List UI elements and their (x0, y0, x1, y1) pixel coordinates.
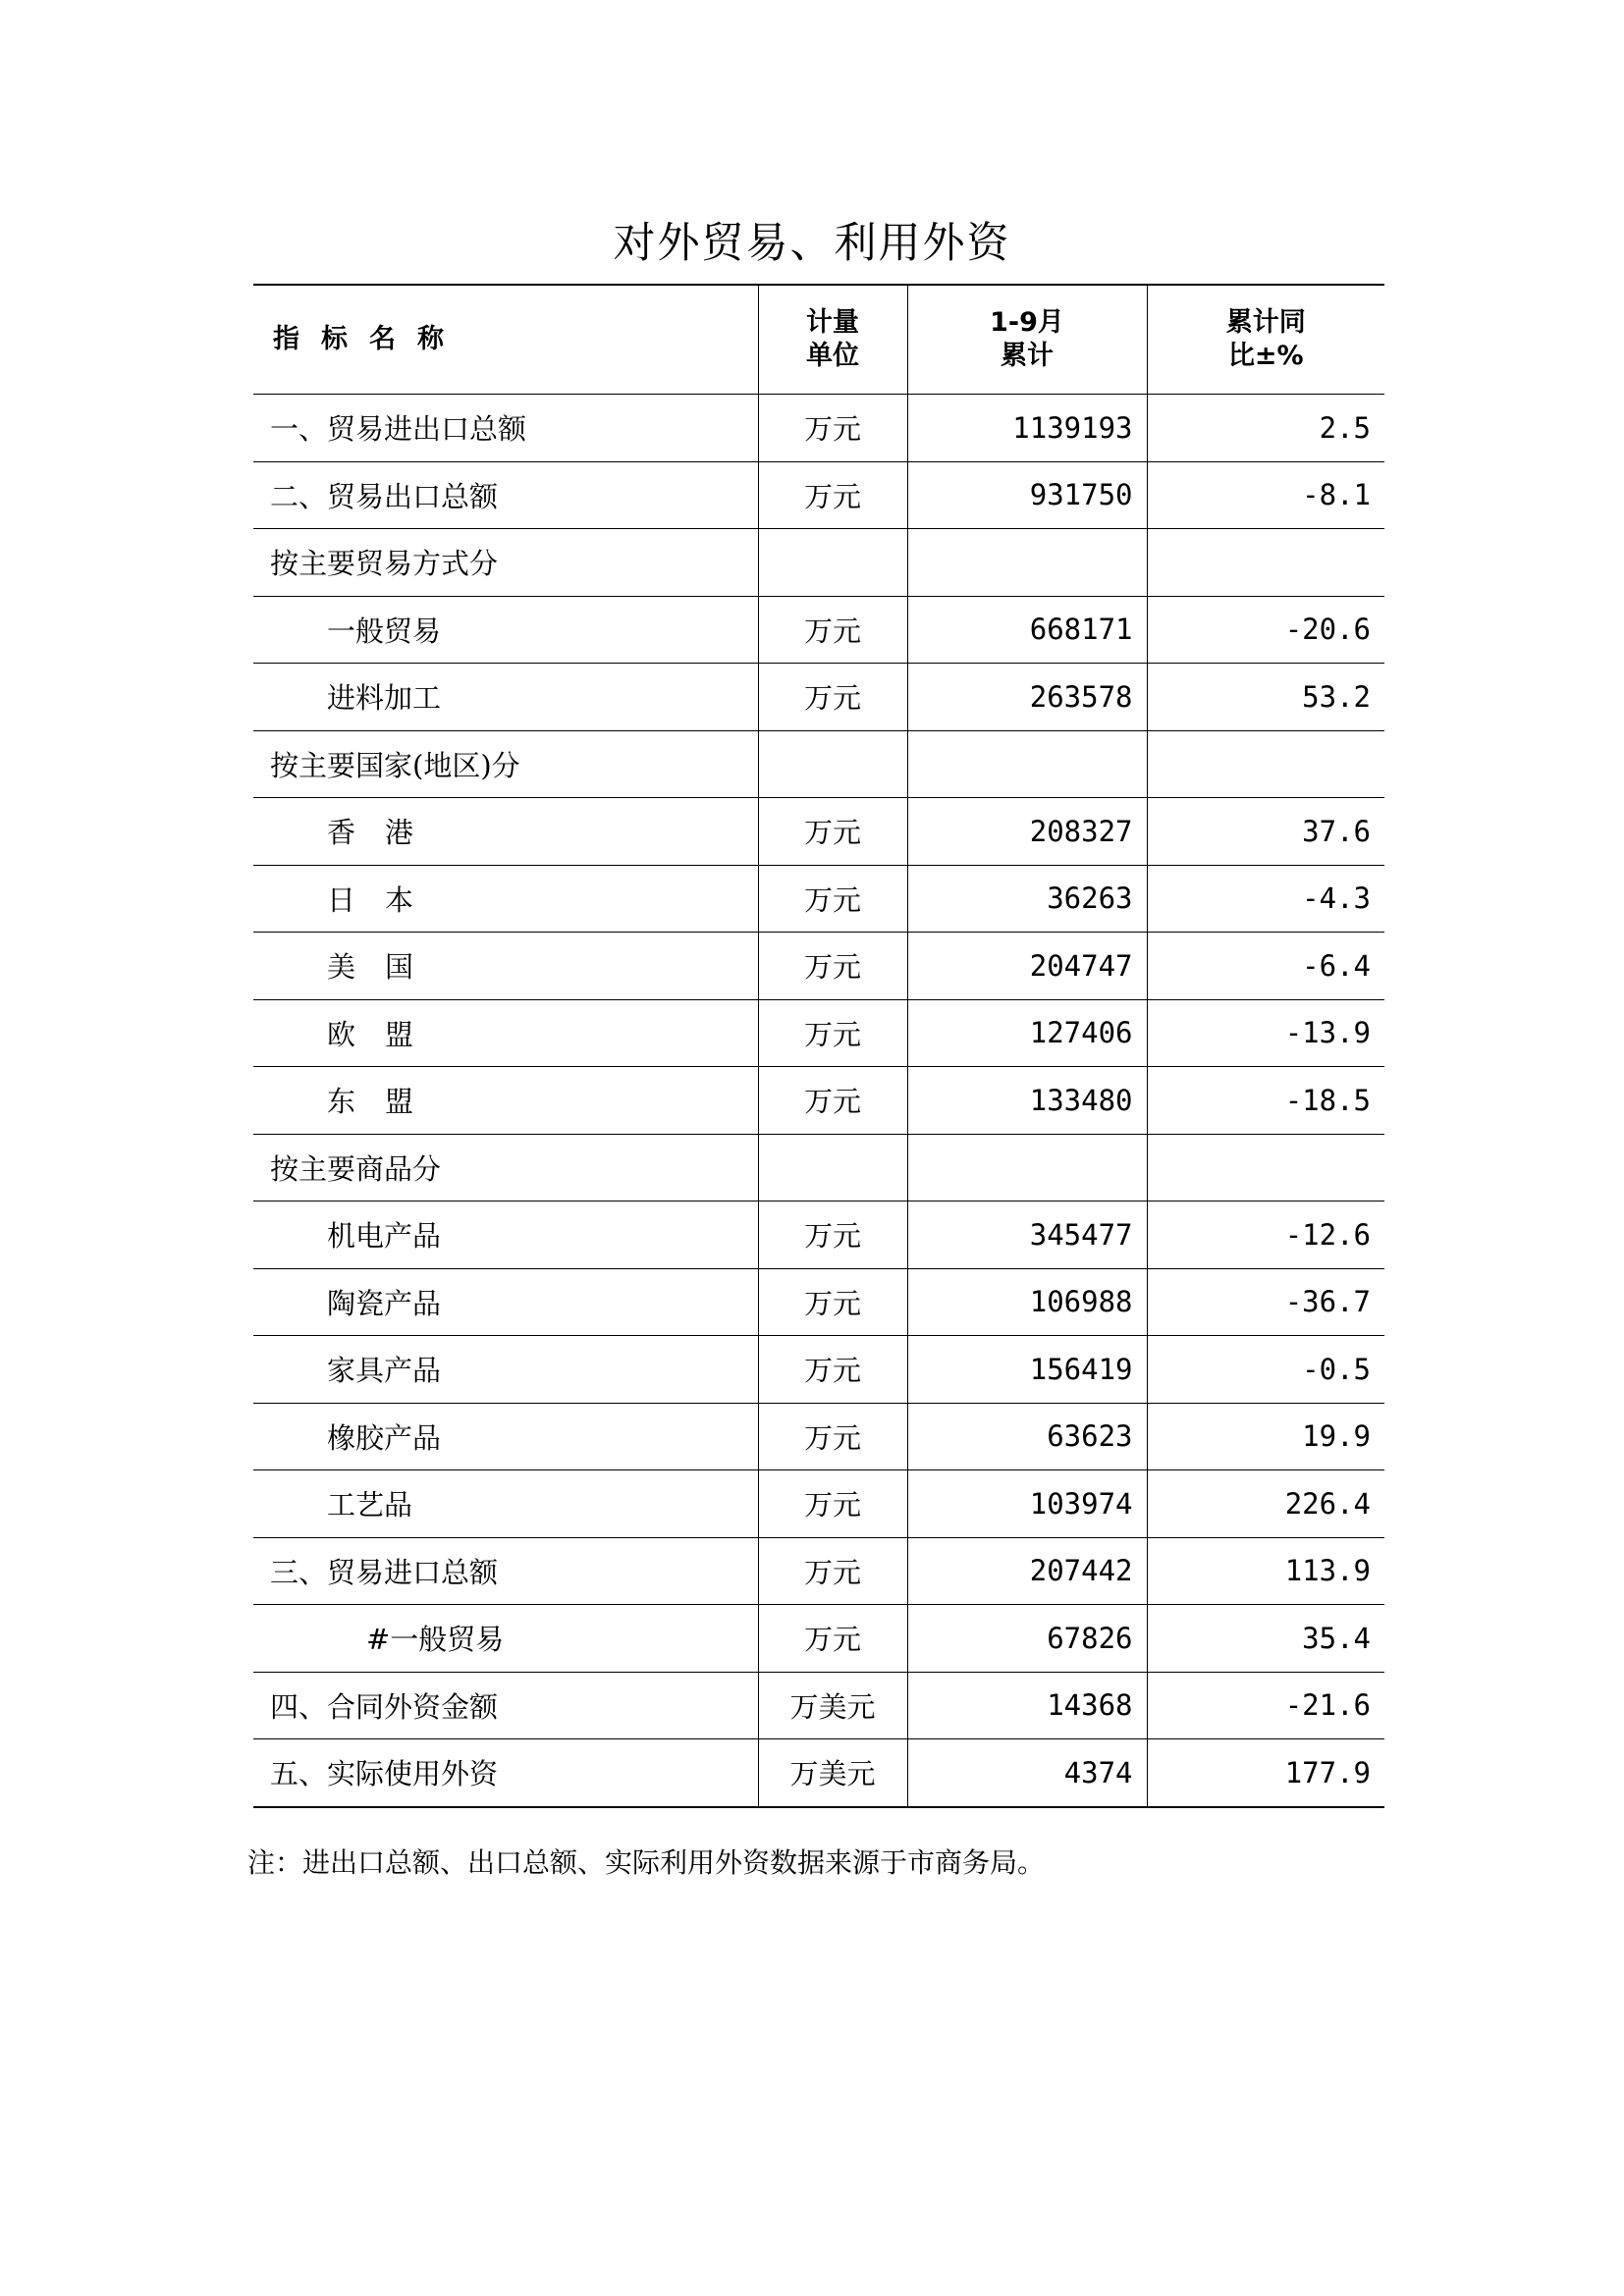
table-row (253, 461, 1384, 529)
row-unit: 万美元 (758, 1672, 907, 1739)
table-row (253, 529, 1384, 597)
row-name: 三、贸易进口总额 (253, 1537, 758, 1605)
row-unit (758, 730, 907, 798)
row-change: 113.9 (1147, 1537, 1384, 1605)
row-value: 67826 (907, 1605, 1147, 1673)
row-change: -18.5 (1147, 1067, 1384, 1135)
table-row (253, 1134, 1384, 1201)
row-unit: 万元 (758, 1605, 907, 1673)
row-value: 133480 (907, 1067, 1147, 1135)
row-change: 35.4 (1147, 1605, 1384, 1673)
row-change: -8.1 (1147, 461, 1384, 529)
table-row (253, 798, 1384, 866)
row-value: 4374 (907, 1739, 1147, 1807)
row-change: -36.7 (1147, 1268, 1384, 1336)
row-change: -6.4 (1147, 933, 1384, 1000)
table-row (253, 1268, 1384, 1336)
row-name: 橡胶产品 (253, 1403, 758, 1470)
row-value: 345477 (907, 1201, 1147, 1269)
row-name: 进料加工 (253, 664, 758, 731)
row-unit: 万元 (758, 865, 907, 933)
row-value: 63623 (907, 1403, 1147, 1470)
header-indicator-name: 指标名称 (253, 285, 758, 395)
row-value: 1139193 (907, 395, 1147, 462)
row-value: 36263 (907, 865, 1147, 933)
header-period-line2: 累计 (1001, 341, 1054, 371)
table-row (253, 1672, 1384, 1739)
row-value: 204747 (907, 933, 1147, 1000)
row-value (907, 1134, 1147, 1201)
row-name: 东盟 (253, 1067, 758, 1135)
row-change: 177.9 (1147, 1739, 1384, 1807)
row-change: 19.9 (1147, 1403, 1384, 1470)
row-name: 陶瓷产品 (253, 1268, 758, 1336)
row-change: -4.3 (1147, 865, 1384, 933)
row-unit: 万元 (758, 596, 907, 664)
table-row (253, 395, 1384, 462)
row-unit: 万元 (758, 1537, 907, 1605)
row-change: -12.6 (1147, 1201, 1384, 1269)
row-change (1147, 1134, 1384, 1201)
row-value (907, 730, 1147, 798)
row-name: 美国 (253, 933, 758, 1000)
row-value: 106988 (907, 1268, 1147, 1336)
row-unit: 万美元 (758, 1739, 907, 1807)
row-change: 53.2 (1147, 664, 1384, 731)
row-change: -0.5 (1147, 1336, 1384, 1404)
row-unit (758, 529, 907, 597)
row-name: 五、实际使用外资 (253, 1739, 758, 1807)
row-name: 一般贸易 (253, 596, 758, 664)
row-change: -13.9 (1147, 999, 1384, 1067)
header-unit (758, 285, 907, 395)
row-unit: 万元 (758, 1201, 907, 1269)
table-row (253, 596, 1384, 664)
row-unit: 万元 (758, 999, 907, 1067)
table-row (253, 999, 1384, 1067)
row-unit: 万元 (758, 1268, 907, 1336)
row-name: 香港 (253, 798, 758, 866)
header-unit-line2: 单位 (806, 341, 859, 371)
table-row (253, 1537, 1384, 1605)
row-unit: 万元 (758, 1067, 907, 1135)
table-row (253, 1605, 1384, 1673)
table-row (253, 865, 1384, 933)
table-row (253, 933, 1384, 1000)
row-name: 日本 (253, 865, 758, 933)
row-change (1147, 730, 1384, 798)
footnote: 注：进出口总额、出口总额、实际利用外资数据来源于市商务局。 (247, 1846, 1046, 1879)
row-value: 103974 (907, 1470, 1147, 1538)
row-unit: 万元 (758, 461, 907, 529)
row-value: 931750 (907, 461, 1147, 529)
row-name: 按主要贸易方式分 (253, 529, 758, 597)
table-row (253, 664, 1384, 731)
row-change: -21.6 (1147, 1672, 1384, 1739)
table-row (253, 1739, 1384, 1807)
row-change: 37.6 (1147, 798, 1384, 866)
row-change: 226.4 (1147, 1470, 1384, 1538)
row-value (907, 529, 1147, 597)
row-value: 208327 (907, 798, 1147, 866)
row-name: 家具产品 (253, 1336, 758, 1404)
row-change: 2.5 (1147, 395, 1384, 462)
row-unit (758, 1134, 907, 1201)
row-unit: 万元 (758, 798, 907, 866)
row-name: #一般贸易 (253, 1605, 758, 1673)
row-value: 127406 (907, 999, 1147, 1067)
header-change-line1: 累计同 (1225, 307, 1306, 338)
row-name: 四、合同外资金额 (253, 1672, 758, 1739)
statistics-table (253, 284, 1384, 1808)
row-change (1147, 529, 1384, 597)
header-period-line1: 1-9月 (990, 307, 1064, 338)
header-unit-line1: 计量 (806, 307, 859, 338)
table-row (253, 1403, 1384, 1470)
row-name: 机电产品 (253, 1201, 758, 1269)
header-change (1147, 285, 1384, 395)
row-value: 263578 (907, 664, 1147, 731)
row-name: 按主要商品分 (253, 1134, 758, 1201)
header-change-line2: 比±% (1227, 341, 1304, 371)
row-unit: 万元 (758, 1403, 907, 1470)
row-unit: 万元 (758, 664, 907, 731)
page-title: 对外贸易、利用外资 (613, 219, 1011, 268)
row-value: 668171 (907, 596, 1147, 664)
row-unit: 万元 (758, 933, 907, 1000)
row-unit: 万元 (758, 1336, 907, 1404)
row-unit: 万元 (758, 395, 907, 462)
row-value: 14368 (907, 1672, 1147, 1739)
row-name: 二、贸易出口总额 (253, 461, 758, 529)
row-name: 按主要国家(地区)分 (253, 730, 758, 798)
row-name: 工艺品 (253, 1470, 758, 1538)
table-row (253, 1067, 1384, 1135)
table-row (253, 1470, 1384, 1538)
row-change: -20.6 (1147, 596, 1384, 664)
header-period (907, 285, 1147, 395)
row-value: 156419 (907, 1336, 1147, 1404)
row-name: 欧盟 (253, 999, 758, 1067)
row-value: 207442 (907, 1537, 1147, 1605)
table-header-row (253, 285, 1384, 395)
row-name: 一、贸易进出口总额 (253, 395, 758, 462)
table-row (253, 1201, 1384, 1269)
table-row (253, 1336, 1384, 1404)
row-unit: 万元 (758, 1470, 907, 1538)
table-row (253, 730, 1384, 798)
